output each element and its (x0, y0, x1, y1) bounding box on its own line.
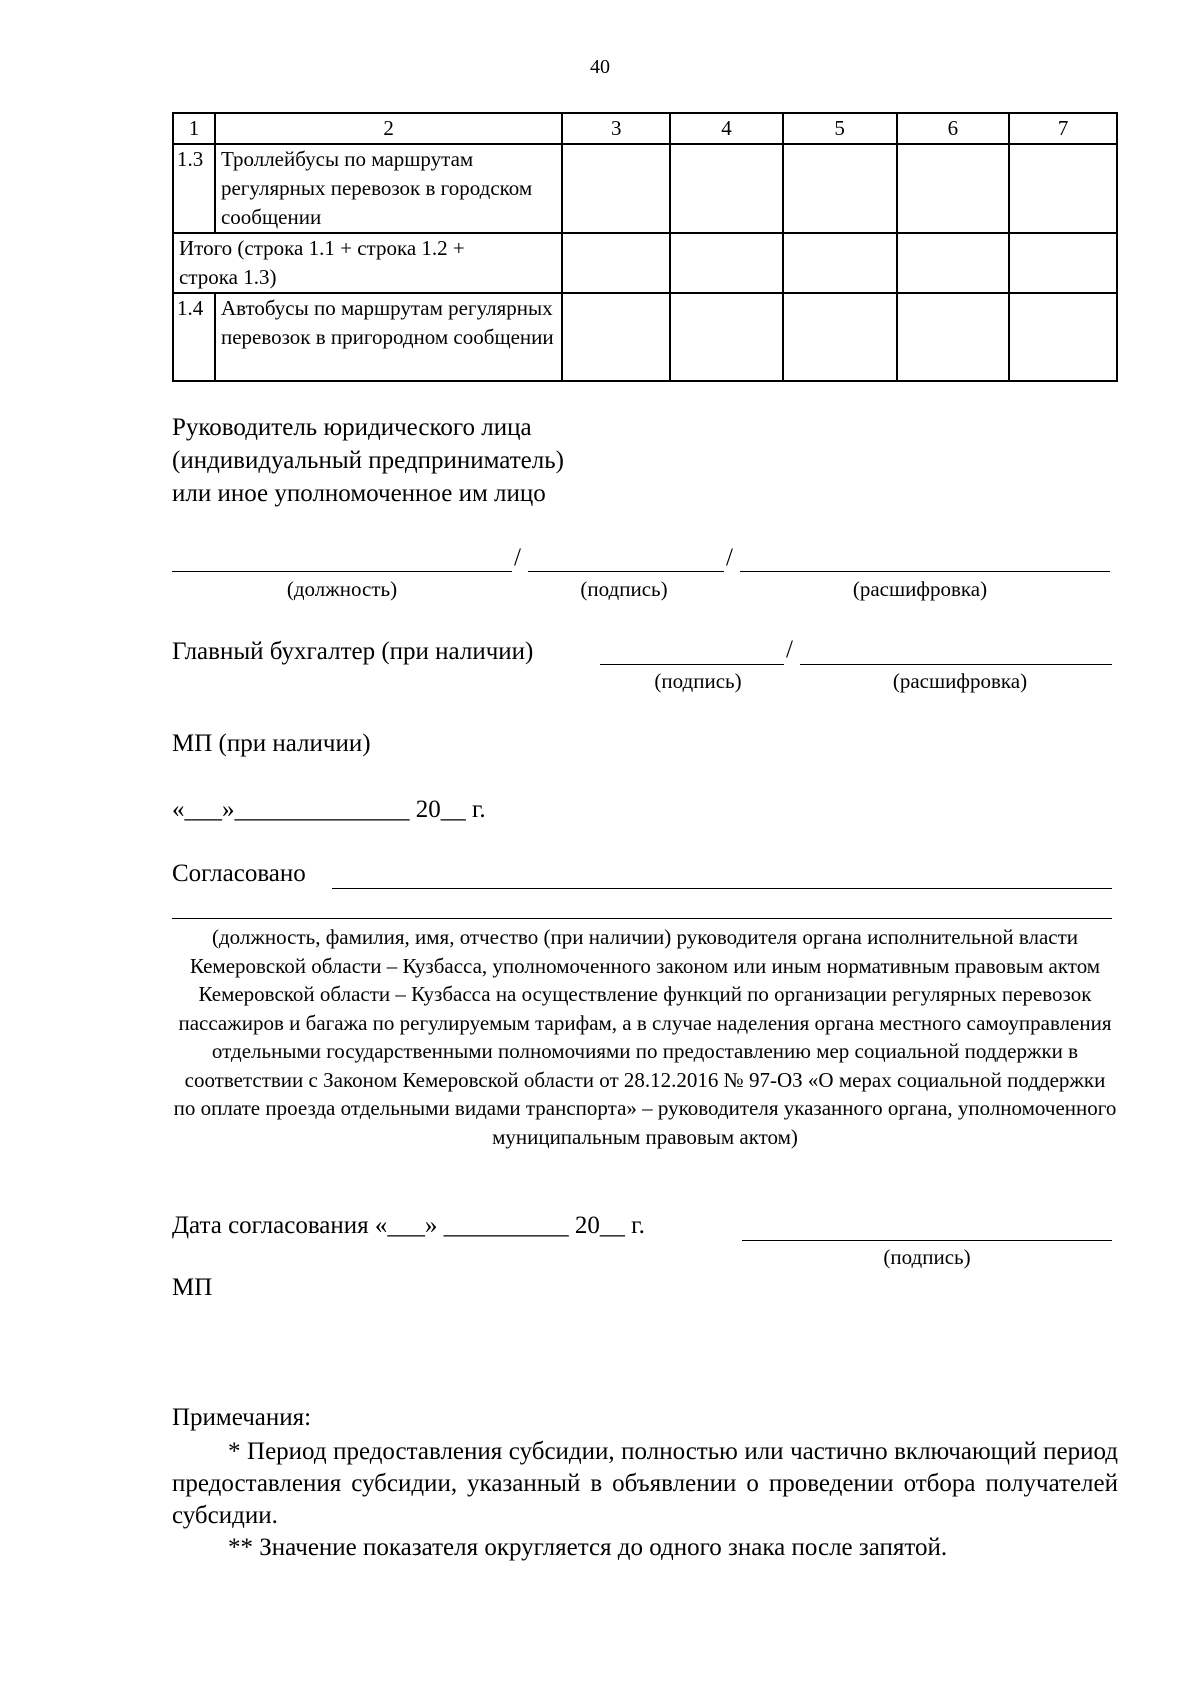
head-block (172, 411, 564, 510)
table-cell[interactable] (783, 293, 897, 381)
stamp-label-2: МП (172, 1274, 213, 1301)
table-cell[interactable] (897, 144, 1010, 233)
table-cell[interactable] (783, 233, 897, 293)
table-cell[interactable] (562, 233, 670, 293)
decoding-caption: (расшифровка) (852, 577, 988, 601)
signature-caption: (подпись) (883, 1245, 971, 1269)
table-cell[interactable] (1009, 144, 1117, 233)
position-caption: (должность) (286, 577, 398, 601)
row-number: 1.3 (173, 144, 215, 233)
table-cell[interactable] (897, 293, 1010, 381)
row-label: Троллейбусы по маршрутам регулярных перевозок в городском сообщении (215, 144, 562, 233)
head-line: или иное уполномоченное им лицо (172, 480, 546, 507)
signature-caption: (подпись) (654, 669, 742, 693)
note-1: * Период предоставления субсидии, полностью или частично включающий период предоставления субсидии, указанный в объявлении о проведении отбора получателей субсидии. (172, 1438, 1118, 1529)
row-label: Итого (строка 1.1 + строка 1.2 + строка 1.3) (173, 233, 562, 293)
table-row (173, 293, 1117, 381)
accountant-signature-field[interactable] (600, 664, 784, 665)
signature-field[interactable] (528, 571, 724, 572)
row-number: 1.4 (173, 293, 215, 381)
table-header-row (173, 113, 1117, 144)
accountant-decoding-field[interactable] (800, 664, 1112, 665)
position-field[interactable] (172, 571, 512, 572)
signature-caption: (подпись) (580, 577, 668, 601)
agreed-field-line-2[interactable] (172, 918, 1112, 919)
approval-date-line[interactable]: Дата согласования «___» __________ 20__ г. (172, 1212, 645, 1239)
table-cell[interactable] (897, 233, 1010, 293)
column-header: 4 (670, 113, 783, 144)
agreed-field[interactable] (332, 888, 1112, 889)
date-line[interactable]: «___»______________ 20__ г. (172, 796, 486, 823)
column-header: 1 (173, 113, 215, 144)
column-header: 5 (783, 113, 897, 144)
head-line: Руководитель юридического лица (172, 414, 532, 441)
head-line: (индивидуальный предприниматель) (172, 447, 564, 474)
table-cell[interactable] (783, 144, 897, 233)
separator-slash: / (786, 636, 793, 663)
table-cell[interactable] (670, 293, 783, 381)
table-cell[interactable] (562, 144, 670, 233)
table-cell[interactable] (1009, 233, 1117, 293)
accountant-label: Главный бухгалтер (при наличии) (172, 638, 534, 665)
note-2: ** Значение показателя округляется до одного знака после запятой. (228, 1534, 948, 1561)
table-cell[interactable] (670, 144, 783, 233)
table-cell[interactable] (562, 293, 670, 381)
table-row-total (173, 233, 1117, 293)
table-cell[interactable] (1009, 293, 1117, 381)
column-header: 3 (562, 113, 670, 144)
column-header: 2 (215, 113, 562, 144)
table-cell[interactable] (670, 233, 783, 293)
stamp-label: МП (при наличии) (172, 730, 371, 757)
separator-slash: / (514, 544, 521, 571)
decoding-caption: (расшифровка) (892, 669, 1028, 693)
indicator-table (172, 112, 1118, 382)
row-label: Автобусы по маршрутам регулярных перевозок в пригородном сообщении (215, 293, 562, 381)
separator-slash: / (726, 544, 733, 571)
approval-signature-field[interactable] (742, 1240, 1112, 1241)
table-row (173, 144, 1117, 233)
column-header: 6 (897, 113, 1010, 144)
agreed-caption: (должность, фамилия, имя, отчество (при наличии) руководителя органа исполнительной власти Кемеровской области – Кузбасса, уполномоченного законом или иным нормативным правовым актом Кемеровской области – Кузбасса на осуществление функций по организации регулярных перевозок пассажиров и багажа по регулируемым тарифам, а в случае наделения органа местного самоуправления отдельными государственными полномочиями по предоставлению мер социальной поддержки в соответствии с Законом Кемеровской области от 28.12.2016 № 97-ОЗ «О мерах социальной поддержки по оплате проезда отдельными видами транспорта» – руководителя указанного органа, уполномоченного муниципальным правовым актом) (173, 925, 1117, 1149)
column-header: 7 (1009, 113, 1117, 144)
page-number: 40 (590, 56, 610, 78)
notes-title: Примечания: (172, 1404, 312, 1431)
decoding-field[interactable] (740, 571, 1110, 572)
agreed-label: Согласовано (172, 860, 306, 887)
